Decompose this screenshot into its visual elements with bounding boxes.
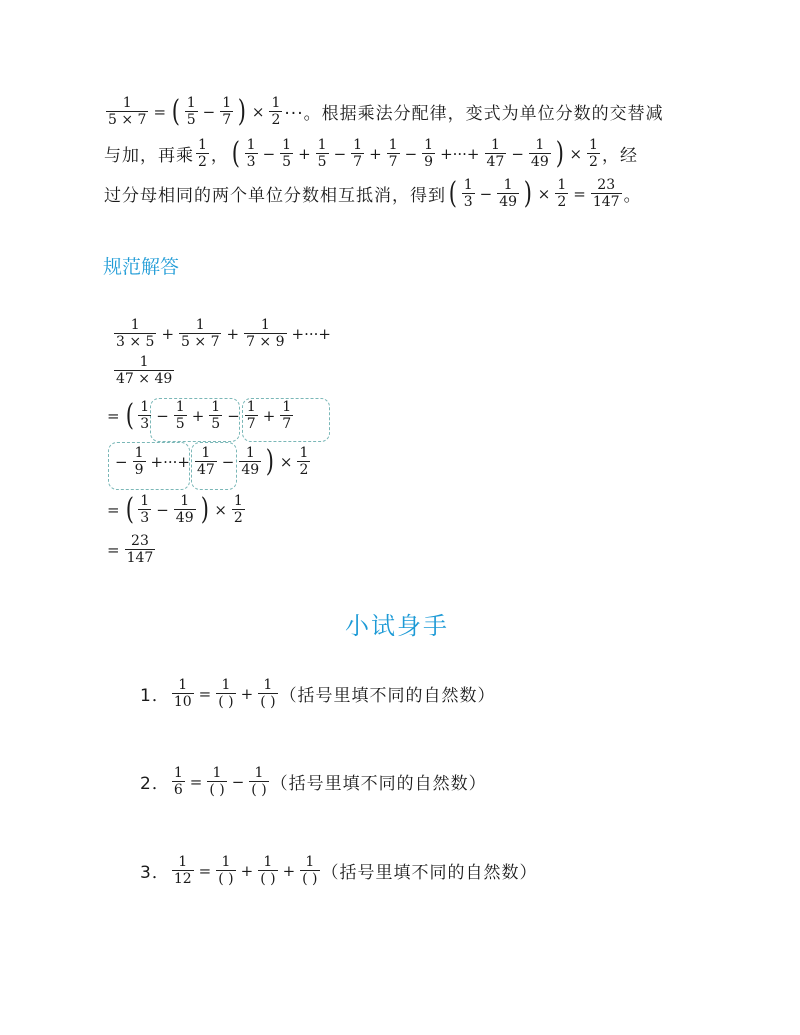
numerator: 1 (246, 399, 256, 415)
operator: − (156, 500, 169, 519)
comma: ， (210, 146, 229, 167)
fraction (179, 318, 221, 349)
fraction (244, 318, 286, 349)
fraction: $\frac{1}{7}$ (222, 95, 232, 128)
denominator: 5 (317, 153, 327, 170)
times-sign: × (569, 144, 583, 163)
explanation-line-3 (104, 175, 642, 211)
fraction (245, 138, 258, 169)
numerator: 1 (195, 317, 205, 333)
minus-sign: − (479, 184, 493, 203)
numerator: 1 (140, 399, 150, 415)
fraction: $\frac{1}{6}$ (173, 765, 183, 798)
question-note: （括号里填不同的自然数） (270, 774, 487, 795)
denominator: 47 (196, 461, 215, 478)
fraction: $\frac{1}{2}$ (271, 95, 281, 128)
explanation-line-2 (104, 135, 638, 171)
denominator: 5 (175, 415, 185, 432)
denominator: 7 (388, 153, 398, 170)
solution-row-3 (104, 397, 295, 433)
fraction: $\frac{1}{49}$ (499, 177, 518, 210)
denominator: 7 (282, 415, 292, 432)
equals-sign: = (198, 684, 212, 703)
numerator: 1 (260, 317, 270, 333)
operator: + (298, 144, 311, 163)
explanation-text: ，经 (601, 146, 638, 167)
numerator: 1 (317, 137, 327, 153)
left-paren: ( (125, 397, 134, 433)
operator: + (191, 406, 205, 425)
blank-fraction[interactable]: 1 ( ) (260, 677, 276, 710)
explanation-line-1 (104, 93, 664, 129)
numerator: 1 (282, 399, 292, 415)
equals-sign: = (153, 102, 167, 121)
right-paren: ) (237, 93, 247, 129)
fraction (195, 446, 217, 477)
denominator: 3 × 5 (116, 333, 155, 350)
denominator: 7 (246, 415, 256, 432)
question-2 (140, 766, 487, 797)
fraction (316, 138, 329, 169)
right-paren: ) (265, 443, 275, 479)
denominator: 47 (486, 153, 505, 170)
operator: +···+ (150, 452, 190, 471)
blank-fraction[interactable]: 1 ( ) (218, 677, 234, 710)
solution-row-6 (104, 534, 157, 565)
operator: − (262, 144, 276, 163)
question-note: （括号里填不同的自然数） (321, 863, 538, 884)
denominator: 7 × 9 (246, 333, 285, 350)
denominator: 49 (175, 509, 194, 526)
fraction (422, 138, 435, 169)
explanation-text: 与加，再乘 (104, 146, 194, 167)
fraction (232, 494, 245, 525)
question-note: （括号里填不同的自然数） (279, 686, 496, 707)
left-paren: ( (171, 93, 180, 129)
fraction (485, 138, 507, 169)
operator: +···+ (291, 324, 331, 343)
fraction: $\frac{1}{5 \times 7}$ (108, 95, 147, 128)
fraction (209, 400, 222, 431)
fraction (174, 494, 196, 525)
blank-fraction[interactable]: 1 ( ) (209, 765, 225, 798)
fraction: 1 3 (463, 177, 473, 210)
alternating-terms (243, 138, 553, 169)
denominator: 49 (530, 153, 549, 170)
question-number: 1． (140, 686, 170, 707)
question-3 (140, 855, 538, 886)
solution-row-4 (112, 443, 312, 479)
question-number: 3． (140, 863, 170, 884)
numerator: 1 (353, 137, 363, 153)
denominator: 49 (241, 461, 260, 478)
numerator: 1 (134, 445, 144, 461)
fraction (387, 138, 400, 169)
numerator: 1 (388, 137, 398, 153)
fraction (138, 400, 151, 431)
operator: − (221, 452, 235, 471)
numerator: 1 (282, 137, 292, 153)
operator: + (262, 406, 276, 425)
times-sign: × (537, 184, 551, 203)
fraction: 1 2 (198, 137, 207, 170)
operator: − (404, 144, 418, 163)
solution-row-1 (112, 318, 334, 349)
denominator: 5 (211, 415, 221, 432)
operator: − (115, 452, 128, 471)
fraction (280, 400, 293, 431)
equals-sign: = (189, 772, 203, 791)
practice-title: 小试身手 (345, 612, 449, 640)
solution-row-5 (104, 491, 247, 527)
plus-sign: + (240, 684, 254, 703)
left-paren: ( (231, 135, 240, 171)
fraction: 1 47 × 49 (116, 354, 173, 387)
operator: − (333, 144, 347, 163)
numerator: 1 (535, 137, 545, 153)
denominator: 5 (282, 153, 292, 170)
solution-heading: 规范解答 (103, 256, 180, 278)
numerator: 1 (201, 445, 211, 461)
operator: + (369, 144, 382, 163)
denominator: 9 (424, 153, 434, 170)
explanation-text: 过分母相同的两个单位分数相互抵消，得到 (104, 186, 446, 207)
fraction (239, 446, 261, 477)
equals-sign: = (573, 184, 586, 203)
operator: − (511, 144, 524, 163)
fraction (133, 446, 146, 477)
minus-sign: − (231, 772, 245, 791)
numerator: 1 (211, 399, 221, 415)
right-paren: ) (523, 175, 533, 211)
equals-sign: = (198, 861, 212, 880)
fraction: $\frac{23}{147}$ (126, 533, 154, 566)
fraction: $\frac{1}{12}$ (173, 854, 192, 887)
denominator: 3 (140, 415, 150, 432)
numerator: 1 (175, 399, 185, 415)
operator: × (279, 452, 293, 471)
fraction (297, 446, 310, 477)
times-sign: × (251, 102, 265, 121)
fraction: $\frac{1}{2}$ (557, 177, 567, 210)
operator: = (107, 500, 120, 519)
equals-sign: = (107, 540, 120, 559)
numerator: 1 (490, 137, 500, 153)
fraction (351, 138, 364, 169)
operator: + (226, 324, 240, 343)
operator: − (156, 406, 169, 425)
left-paren: ( (448, 175, 457, 211)
numerator: 1 (140, 493, 150, 509)
minus-sign: − (202, 102, 216, 121)
denominator: 3 (140, 509, 150, 526)
plus-sign: + (240, 861, 254, 880)
numerator: 1 (424, 137, 434, 153)
fraction: $\frac{23}{147}$ (592, 177, 620, 210)
denominator: 3 (246, 153, 256, 170)
fraction (114, 318, 156, 349)
blank-fraction[interactable]: 1 ( ) (251, 765, 267, 798)
fraction (280, 138, 293, 169)
question-number: 2． (140, 774, 170, 795)
denominator: 7 (353, 153, 363, 170)
numerator: 1 (233, 493, 243, 509)
fraction (245, 400, 258, 431)
denominator: 2 (233, 509, 243, 526)
operator: +···+ (440, 144, 480, 163)
fraction (138, 494, 151, 525)
operator: − (227, 406, 240, 425)
question-1 (140, 678, 496, 709)
plus-sign: + (282, 861, 296, 880)
blank-fraction[interactable]: 1 ( ) (302, 854, 318, 887)
numerator: 1 (246, 137, 256, 153)
fraction: 1 5 (186, 95, 196, 128)
right-paren: ) (555, 135, 564, 171)
fraction (174, 400, 187, 431)
blank-fraction[interactable]: 1 ( ) (260, 854, 276, 887)
blank-fraction[interactable]: 1 ( ) (218, 854, 234, 887)
operator: + (161, 324, 175, 343)
fraction (529, 138, 551, 169)
denominator: 5 × 7 (181, 333, 220, 350)
fraction: $\frac{1}{2}$ (589, 137, 598, 170)
left-paren: ( (125, 491, 134, 527)
right-paren: ) (200, 491, 209, 527)
numerator: 1 (130, 317, 140, 333)
numerator: 1 (299, 445, 309, 461)
numerator: 1 (180, 493, 190, 509)
solution-row-2 (112, 355, 176, 386)
numerator: 1 (245, 445, 255, 461)
fraction: $\frac{1}{10}$ (173, 677, 192, 710)
explanation-text: ···。根据乘法分配律，变式为单位分数的交替减 (284, 104, 664, 125)
period: 。 (623, 186, 642, 207)
denominator: 9 (134, 461, 144, 478)
operator: × (214, 500, 227, 519)
operator: = (107, 406, 120, 425)
denominator: 2 (299, 461, 309, 478)
